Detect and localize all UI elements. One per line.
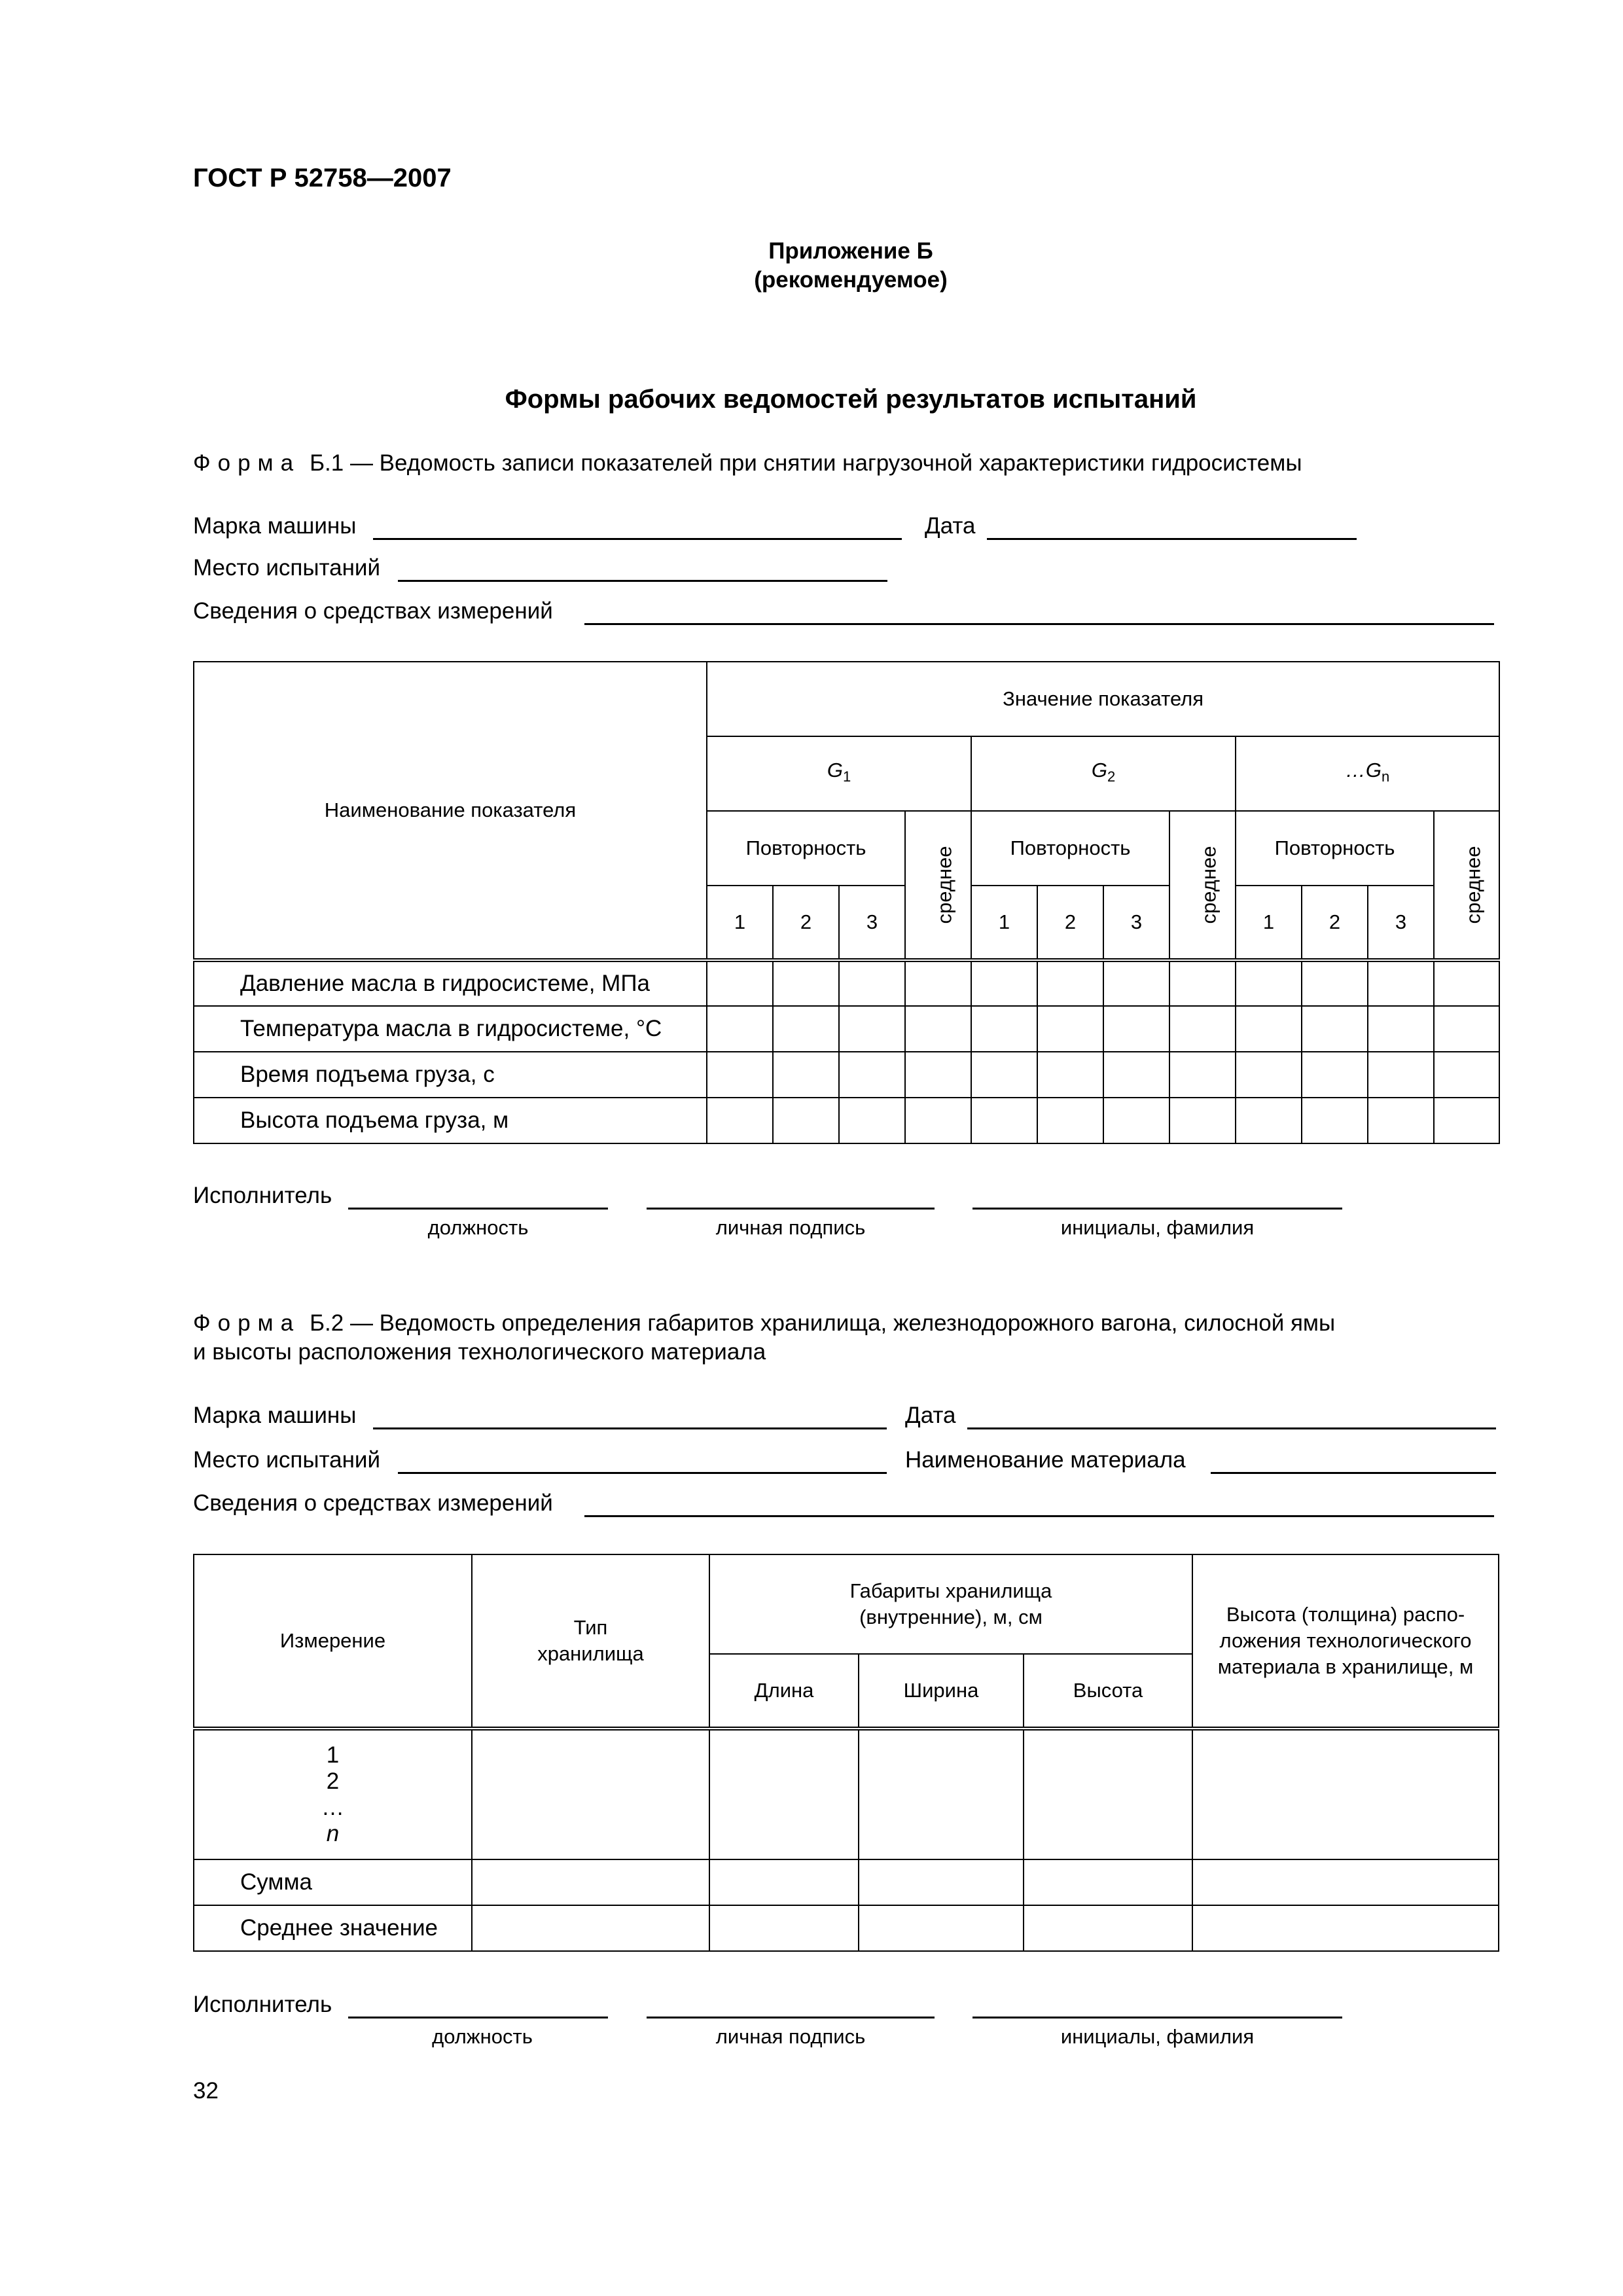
form2-signature-line[interactable] (647, 2017, 935, 2018)
form2-name-line[interactable] (972, 2017, 1342, 2018)
col-header-length: Длина (709, 1654, 859, 1729)
form2-caption (193, 1309, 1335, 1367)
form2-table (193, 1554, 1499, 1952)
form2-caption-line2: и высоты расположения технологического материала (193, 1339, 766, 1365)
form1-machine-field[interactable] (373, 538, 902, 540)
average-header: среднее (1434, 811, 1499, 960)
form1-position-caption: должность (427, 1216, 529, 1239)
col-header-height: Высота (1024, 1654, 1192, 1729)
repeat-header: Повторность (1236, 811, 1434, 886)
group-header-g2: $G_2$ (971, 736, 1236, 811)
measure-list: 1 2 … n (194, 1729, 472, 1859)
rep-number: 3 (1103, 886, 1169, 960)
form2-caption-line1: Б.2 — Ведомость определения габаритов хранилища, железнодорожного вагона, силосной ямы (310, 1310, 1336, 1336)
form2-executor-label: Исполнитель (193, 1992, 332, 2017)
table-row (194, 1006, 1499, 1052)
section-title: Формы рабочих ведомостей результатов испытаний (505, 385, 1197, 414)
table-row (194, 1729, 1499, 1859)
form1-signature-line[interactable] (647, 1208, 935, 1210)
row-label: Высота подъема груза, м (194, 1098, 707, 1143)
form2-instruments-field[interactable] (584, 1515, 1494, 1517)
row-avg-label: Среднее значение (194, 1905, 472, 1951)
form2-date-label: Дата (905, 1403, 956, 1428)
form1-machine-label: Марка машины (193, 513, 357, 539)
form2-prefix: Форма (193, 1310, 301, 1336)
row-label: Давление масла в гидросистеме, МПа (194, 960, 707, 1006)
form2-machine-label: Марка машины (193, 1403, 357, 1428)
rep-number: 1 (707, 886, 773, 960)
form1-date-label: Дата (925, 513, 976, 539)
average-header: среднее (905, 811, 971, 960)
rep-number: 3 (839, 886, 905, 960)
rep-number: 1 (1236, 886, 1302, 960)
group-header-g1: $G_1$ (707, 736, 971, 811)
rep-number: 2 (773, 886, 839, 960)
form2-instruments-label: Сведения о средствах измерений (193, 1490, 553, 1516)
col-header-measure: Измерение (194, 1554, 472, 1729)
rep-number: 3 (1368, 886, 1434, 960)
col-header-type: Тип хранилища (472, 1554, 709, 1729)
group-header-gn: $\dots G_n$ (1236, 736, 1499, 811)
form1-caption-text: Б.1 — Ведомость записи показателей при снятии нагрузочной характеристики гидросистемы (310, 450, 1302, 476)
form1-name-line[interactable] (972, 1208, 1342, 1210)
rep-number: 2 (1037, 886, 1103, 960)
form1-executor-label: Исполнитель (193, 1183, 332, 1208)
form1-prefix: Форма (193, 450, 301, 476)
form1-place-label: Место испытаний (193, 555, 381, 581)
form2-position-caption: должность (432, 2025, 533, 2048)
table-row (194, 1905, 1499, 1951)
col-header-width: Ширина (859, 1654, 1024, 1729)
page-number: 32 (193, 2078, 219, 2104)
table-row (194, 960, 1499, 1006)
appendix-title: Приложение Б (768, 238, 933, 264)
table-row (194, 1098, 1499, 1143)
row-label: Время подъема груза, с (194, 1052, 707, 1098)
form2-material-field[interactable] (1211, 1472, 1496, 1474)
form1-position-line[interactable] (348, 1208, 608, 1210)
average-header: среднее (1169, 811, 1236, 960)
form1-signature-caption: личная подпись (715, 1216, 866, 1239)
form2-material-label: Наименование материала (905, 1447, 1186, 1473)
form2-date-field[interactable] (967, 1427, 1496, 1429)
form2-name-caption: инициалы, фамилия (1060, 2025, 1255, 2048)
repeat-header: Повторность (707, 811, 905, 886)
col-header-level: Высота (толщина) распо- ложения технологического материала в хранилище, м (1192, 1554, 1499, 1729)
table-row (194, 1859, 1499, 1905)
form1-name-caption: инициалы, фамилия (1060, 1216, 1255, 1239)
col-header-name: Наименование показателя (194, 662, 707, 960)
form1-caption (193, 449, 1302, 478)
rep-number: 2 (1302, 886, 1368, 960)
form2-place-field[interactable] (398, 1472, 887, 1474)
row-sum-label: Сумма (194, 1859, 472, 1905)
col-header-dimensions: Габариты хранилища (внутренние), м, см (709, 1554, 1192, 1654)
form1-table (193, 661, 1500, 1144)
form1-place-field[interactable] (398, 580, 887, 582)
appendix-note: (рекомендуемое) (754, 267, 948, 293)
form1-instruments-field[interactable] (584, 623, 1494, 625)
col-header-value: Значение показателя (707, 662, 1499, 736)
form2-position-line[interactable] (348, 2017, 608, 2018)
form2-signature-caption: личная подпись (715, 2025, 866, 2048)
row-label: Температура масла в гидросистеме, °С (194, 1006, 707, 1052)
document-number: ГОСТ Р 52758—2007 (193, 164, 452, 192)
form2-place-label: Место испытаний (193, 1447, 381, 1473)
form1-date-field[interactable] (987, 538, 1357, 540)
form2-machine-field[interactable] (373, 1427, 887, 1429)
form1-instruments-label: Сведения о средствах измерений (193, 598, 553, 624)
table-row (194, 1052, 1499, 1098)
repeat-header: Повторность (971, 811, 1169, 886)
rep-number: 1 (971, 886, 1037, 960)
